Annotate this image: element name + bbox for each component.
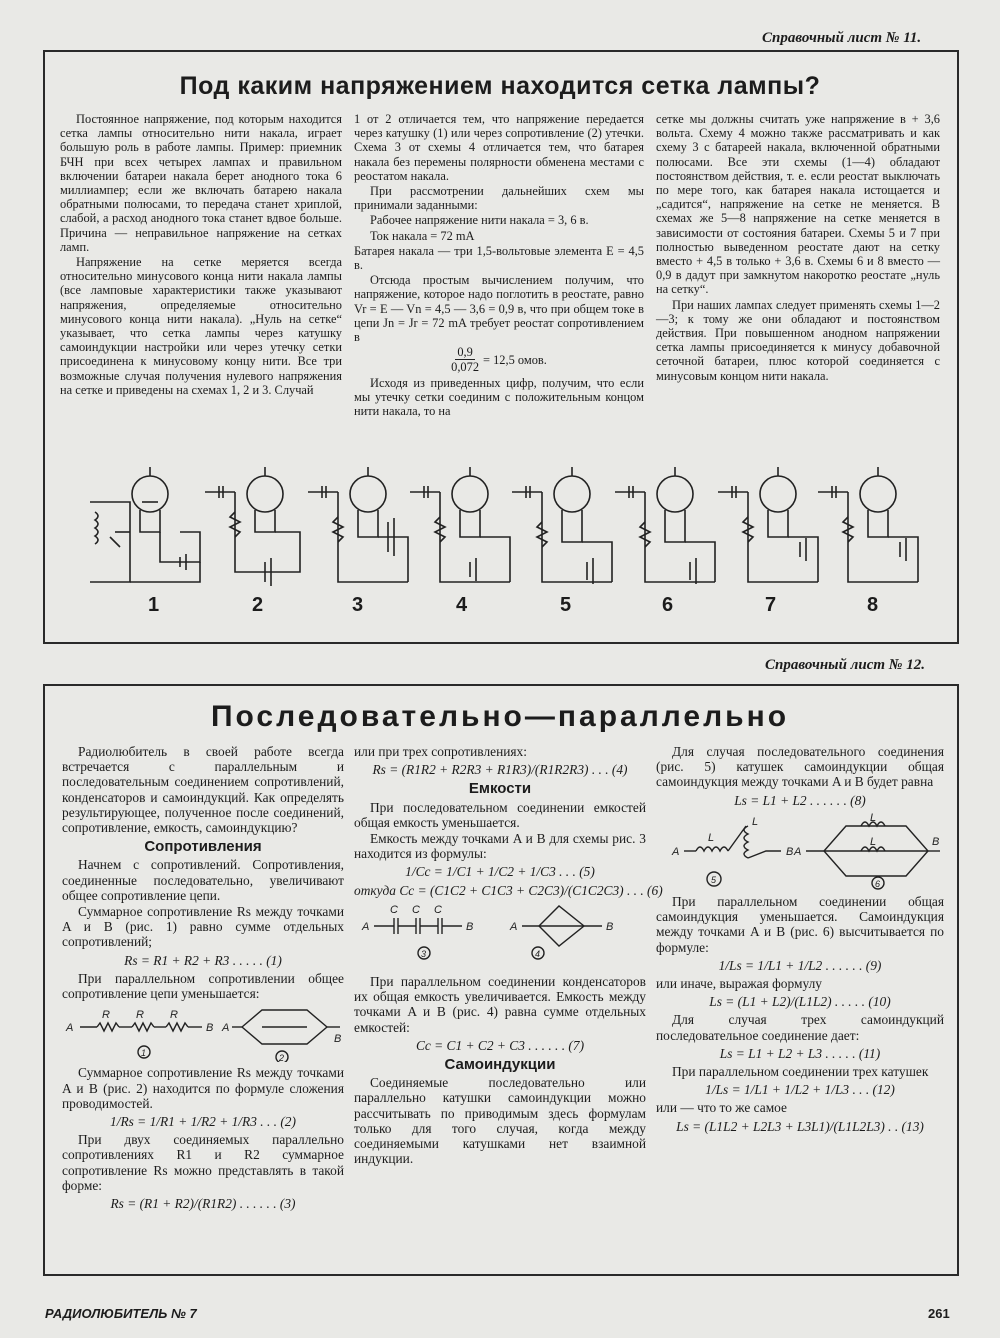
sheet-12-title: Последовательно—параллельно (210, 700, 790, 733)
svg-text:5: 5 (711, 874, 717, 885)
heading-capacities: Емкости (468, 780, 532, 798)
scheme-number: 4 (456, 594, 468, 616)
figures-5-6 (656, 811, 944, 891)
paragraph: Исходя из приведенных цифр, получим, что если мы утечку сетки соединим с положительным концом нити накала, то на (354, 375, 644, 419)
svg-text:B: B (334, 1033, 342, 1046)
svg-text:2: 2 (279, 1053, 285, 1063)
svg-text:C: C (434, 903, 442, 916)
scheme-number: 1 (148, 594, 160, 616)
page-number: 261 (928, 1306, 950, 1321)
paragraph: При последовательном соединении емкостей общая емкость уменьшается. (354, 799, 646, 830)
svg-text:B: B (466, 920, 474, 933)
scheme-3 (308, 467, 408, 582)
paragraph: Начнем с сопротивлений. Сопротивления, соединенные последовательно, увеличивают общее сопротивление цепи. (62, 857, 344, 903)
sheet-ref-12: Справочный лист № 12. (765, 657, 926, 673)
formula-9: 1/Ls = 1/L1 + 1/L2 . . . . . . (9) (718, 957, 882, 973)
svg-text:R: R (170, 1009, 178, 1022)
svg-text:L: L (708, 831, 715, 844)
svg-text:R: R (102, 1009, 110, 1022)
paragraph: сетке мы должны считать уже напряжение в + 3,6 вольта. Схему 4 можно также рассматривать и как схему 3 с батареей накала, включенной обратными полюсами. Все эти схемы (1—4) обладают постоянством действия, т. е. если реостат выключать по мере того, как батарея накала истощается и „садится“, напряжение на сетке не меняется. В схемах же 5—8 напряжение на сетке меняется в зависимости от состояния батареи. Схемы 5 и 7 при полностью выведенном реостате дают на сетку вместо + 4,5 в только + 3,6 в. Схемы 6 и 8 вместо — 0,9 в дадут при замкнутом накоротко реостате „нуль на сетку“. (656, 112, 940, 297)
sheet-11-column-3 (656, 112, 940, 384)
paragraph: Постоянное напряжение, под которым находится сетка лампы относительно нити накала, играет большую роль в работе лампы. Пример: приемник БЧН при всех четырех лампах и правильном включении батареи накала берет анодного тока 6 миллиампер; если же включать батарею накала обратными полюсами, то передача станет хриплой, слабой, а расход анодного тока станет вдвое больше. Причина — неправильное напряжение на сетках ламп. (60, 112, 342, 254)
paragraph: Ток накала = 72 mA (370, 228, 475, 243)
paragraph: Батарея накала — три 1,5-вольтовые элемента E = 4,5 в. (354, 243, 644, 273)
rheostat-formula (354, 345, 644, 374)
paragraph: Соединяемые последовательно или параллельно катушки самоиндукции можно рассчитывать по приводимым здесь формулам только для того случая, когда между соединяемыми катушками нет взаимной индукции. (354, 1075, 646, 1167)
paragraph: При параллельном соединении конденсаторов их общая емкость увеличивается. Емкость между точками A и B (рис. 4) равна сумме отдельных емкостей: (354, 974, 646, 1035)
svg-text:4: 4 (535, 948, 541, 959)
scheme-number: 6 (662, 594, 674, 616)
scheme-8 (818, 467, 918, 582)
scheme-number: 2 (252, 594, 264, 616)
svg-text:B: B (786, 845, 794, 858)
svg-text:R: R (136, 1009, 144, 1022)
formula-12: 1/Ls = 1/L1 + 1/L2 + 1/L3 . . . (12) (705, 1082, 895, 1098)
scheme-1 (90, 467, 200, 582)
formula-5: 1/Cc = 1/C1 + 1/C2 + 1/C3 . . . (5) (405, 864, 595, 880)
formula-8: Ls = L1 + L2 . . . . . . (8) (734, 792, 866, 808)
svg-text:A: A (794, 845, 802, 858)
sheet-11-column-2 (354, 112, 644, 419)
scheme-number: 7 (765, 594, 777, 616)
svg-text:3: 3 (421, 948, 427, 959)
svg-text:A: A (362, 920, 370, 933)
fraction-numerator: 0,9 (457, 345, 473, 360)
paragraph: Для случая последовательного соединения (рис. 5) катушек самоиндукции общая самоиндукция между точками A и B будет равна (656, 744, 944, 790)
svg-text:B: B (606, 920, 614, 933)
svg-text:A: A (222, 1022, 230, 1035)
paragraph: При параллельном соединении общая самоиндукция уменьшается. Самоиндукция между точками A и B (рис. 6) высчитывается по формуле: (656, 894, 944, 955)
scheme-number: 3 (352, 594, 364, 616)
scheme-6 (615, 467, 715, 584)
paragraph: или иначе, выражая формулу (656, 976, 822, 992)
formula-1: Rs = R1 + R2 + R3 . . . . . (1) (124, 952, 282, 968)
paragraph: или — что то же самое (656, 1100, 787, 1116)
formula-3: Rs = (R1 + R2)/(R1R2) . . . . . . (3) (110, 1196, 296, 1212)
formula-10: Ls = (L1 + L2)/(L1L2) . . . . . (10) (709, 994, 891, 1010)
paragraph: 1 от 2 отличается тем, что напряжение передается через катушку (1) или через сопротивление (2) утечки. Схема 3 от схемы 4 отличается тем, что батарея накала без перемены полярности обменена местами с реостатом накала. (354, 112, 644, 183)
formula-2: 1/Rs = 1/R1 + 1/R2 + 1/R3 . . . (2) (110, 1114, 296, 1130)
paragraph: Суммарное сопротивление Rs между точками A и B (рис. 1) равно сумме отдельных сопротивлений; (62, 904, 344, 950)
sheet-12-column-1 (62, 744, 344, 1214)
sheet-11-title: Под каким напряжением находится сетка лампы? (179, 72, 821, 100)
paragraph: Радиолюбитель в своей работе всегда встречается с параллельным и последовательным соединением сопротивлений, конденсаторов и самоиндукций. Как определять результирующее, полученное после соединений, сопротивление, емкость, самоиндукцию? (62, 744, 344, 836)
svg-text:1: 1 (141, 1048, 147, 1059)
paragraph: Для случая трех самоиндукций последовательное соединение дает: (656, 1012, 944, 1043)
paragraph: При параллельном сопротивлении общее сопротивление цепи уменьшается: (62, 970, 344, 1002)
figures-1-2 (62, 1002, 344, 1062)
magazine-title: РАДИОЛЮБИТЕЛЬ № 7 (45, 1306, 197, 1321)
svg-text:C: C (390, 903, 398, 916)
paragraph: Суммарное сопротивление Rs между точками A и B (рис. 2) находится по формуле сложения проводимостей. (62, 1065, 344, 1111)
svg-text:B: B (206, 1022, 214, 1035)
paragraph: При двух соединяемых параллельно сопротивлениях R1 и R2 суммарное сопротивление Rs можно представлять в такой форме: (62, 1132, 344, 1193)
scheme-number: 8 (867, 594, 879, 616)
scheme-7 (718, 467, 818, 582)
svg-text:A: A (672, 845, 680, 858)
formula-6: откуда Cc = (C1C2 + C1C3 + C2C3)/(C1C2C3) . . . (6) (354, 882, 663, 898)
paragraph: При рассмотрении дальнейших схем мы принимали заданными: (354, 184, 644, 213)
fraction-result: = 12,5 омов. (483, 352, 547, 367)
heading-inductances: Самоиндукции (444, 1056, 556, 1074)
paragraph: Емкость между точками A и B для схемы рис. 3 находится из формулы: (354, 831, 646, 862)
svg-text:L: L (870, 835, 877, 848)
heading-resistances: Сопротивления (144, 838, 262, 856)
svg-text:L: L (870, 811, 877, 824)
sheet-ref-11: Справочный лист № 11. (762, 30, 922, 46)
svg-text:B: B (932, 835, 940, 848)
formula-4: Rs = (R1R2 + R2R3 + R1R3)/(R1R2R3) . . . (4) (372, 762, 628, 778)
scheme-4 (410, 467, 510, 582)
svg-text:C: C (412, 903, 420, 916)
fraction-denominator: 0,072 (451, 360, 480, 375)
svg-text:L: L (752, 815, 759, 828)
svg-text:A: A (66, 1022, 74, 1035)
paragraph: При параллельном соединении трех катушек (672, 1064, 929, 1080)
sheet-12-column-3 (656, 744, 944, 1137)
formula-7: Cc = C1 + C2 + C3 . . . . . . (7) (415, 1037, 585, 1053)
svg-text:A: A (510, 920, 518, 933)
scheme-2 (205, 467, 300, 586)
paragraph: Отсюда простым вычислением получим, что напряжение, которое надо поглотить в реостате, равно Vr = E — Vn = 4,5 — 3,6 = 0,9 в, что при общем токе в цепи Jn = Jr = 72 mA требует реостат сопротивлением в (354, 273, 644, 345)
paragraph: При наших лампах следует применять схемы 1—2—3; к тому же они обладают и постоянством действия. При повышенном анодном напряжении сетка лампы присоединяется к минусу добавочной сеточной батареи, плюс которой соединяется с минусовым концом нити накала. (656, 297, 940, 383)
svg-text:6: 6 (875, 878, 881, 889)
formula-13: Ls = (L1L2 + L2L3 + L3L1)/(L1L2L3) . . (13) (676, 1118, 924, 1134)
paragraph: Напряжение на сетке меряется всегда относительно минусового конца нити накала лампы (все ламповые характеристики также указывают напряжения, определяемые относительно минусового конца нити накала). „Нуль на сетке“ указывает, что сетка лампы через катушку самоиндукции настройки или через утечку сетки присоединена к минусовому концу нити. Все три возможные случая получения нулевого напряжения на сетке и приведены на схемах 1, 2 и 3. Случай (60, 255, 342, 397)
paragraph: Рабочее напряжение нити накала = 3, 6 в. (370, 213, 589, 228)
scheme-number: 5 (560, 594, 572, 616)
grid-bias-schemes (60, 462, 940, 612)
sheet-12-column-2 (354, 744, 663, 1167)
paragraph: или при трех сопротивлениях: (354, 744, 527, 759)
sheet-11-column-1 (60, 112, 342, 398)
figures-3-4 (354, 901, 646, 971)
formula-11: Ls = L1 + L2 + L3 . . . . . (11) (719, 1045, 881, 1061)
scheme-5 (512, 467, 612, 584)
